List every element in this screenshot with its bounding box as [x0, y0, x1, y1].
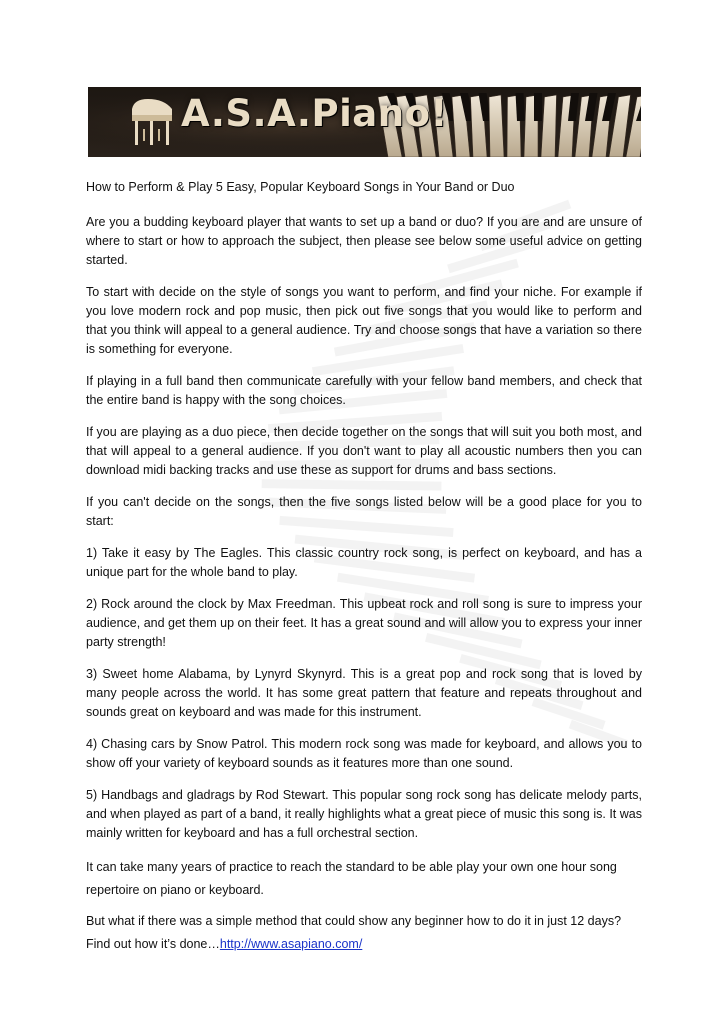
banner-black-key: [534, 93, 542, 121]
asapiano-link[interactable]: http://www.asapiano.com/: [219, 937, 363, 951]
article-body: [86, 178, 642, 964]
paragraph-style: To start with decide on the style of songs you want to perform, and find your niche. For example if you love modern rock and pop music, then pick out five songs that you would like to perform and that you think will appeal to a general audience. Try and choose songs that have a variation so there is something for everyone.: [86, 285, 642, 356]
article-title: How to Perform & Play 5 Easy, Popular Keyboard Songs in Your Band or Duo: [86, 180, 515, 194]
paragraph-duo: If you are playing as a duo piece, then decide together on the songs that will suit you both most, and that will appeal to a general audience. If you don't want to play all acoustic numbers then you can download midi backing tracks and use these as support for drums and bass sections.: [86, 425, 642, 477]
grand-piano-icon: [128, 95, 176, 149]
closing-cta-text: But what if there was a simple method that could show any beginner how to do it in just 12 days? Find out how it’s done…: [86, 914, 622, 951]
banner-white-key: [489, 95, 504, 157]
brand-logo-text: A.S.A.Piano!: [181, 92, 448, 135]
song-item-1: 1) Take it easy by The Eagles. This classic country rock song, is perfect on keyboard, and has a unique part for the whole band to play.: [86, 546, 642, 579]
song-item-3: 3) Sweet home Alabama, by Lynyrd Skynyrd. This is a great pop and rock song that is loved by many people across the world. It has some great pattern that feature and repeats throughout and sounds great on keyboard and was made for this instrument.: [86, 667, 642, 719]
closing-practice: It can take many years of practice to reach the standard to be able play your own one hour song repertoire on piano or keyboard.: [86, 860, 617, 897]
song-item-2: 2) Rock around the clock by Max Freedman. This upbeat rock and roll song is sure to impress your audience, and get them up on their feet. It has a great sound and will allow you to express your inner party strength!: [86, 597, 642, 649]
paragraph-intro: Are you a budding keyboard player that wants to set up a band or duo? If you are and are unsure of where to start or how to approach the subject, then please see below some useful advice on getting started.: [86, 215, 642, 267]
song-item-5: 5) Handbags and gladrags by Rod Stewart. This popular song rock song has delicate melody parts, and when played as part of a band, it really highlights what a great piece of music this song is. It was mainly written for keyboard and has a full orchestral section.: [86, 788, 642, 840]
banner-black-key: [516, 93, 526, 121]
closing-call-to-action: [86, 910, 642, 956]
header-banner: [88, 87, 641, 157]
paragraph-song-list-intro: If you can't decide on the songs, then the five songs listed below will be a good place for you to start:: [86, 495, 642, 528]
paragraph-full-band: If playing in a full band then communicate carefully with your fellow band members, and check that the entire band is happy with the song choices.: [86, 374, 642, 407]
song-item-4: 4) Chasing cars by Snow Patrol. This modern rock song was made for keyboard, and allows you to show off your variety of keyboard sounds as it features more than one sound.: [86, 737, 642, 770]
